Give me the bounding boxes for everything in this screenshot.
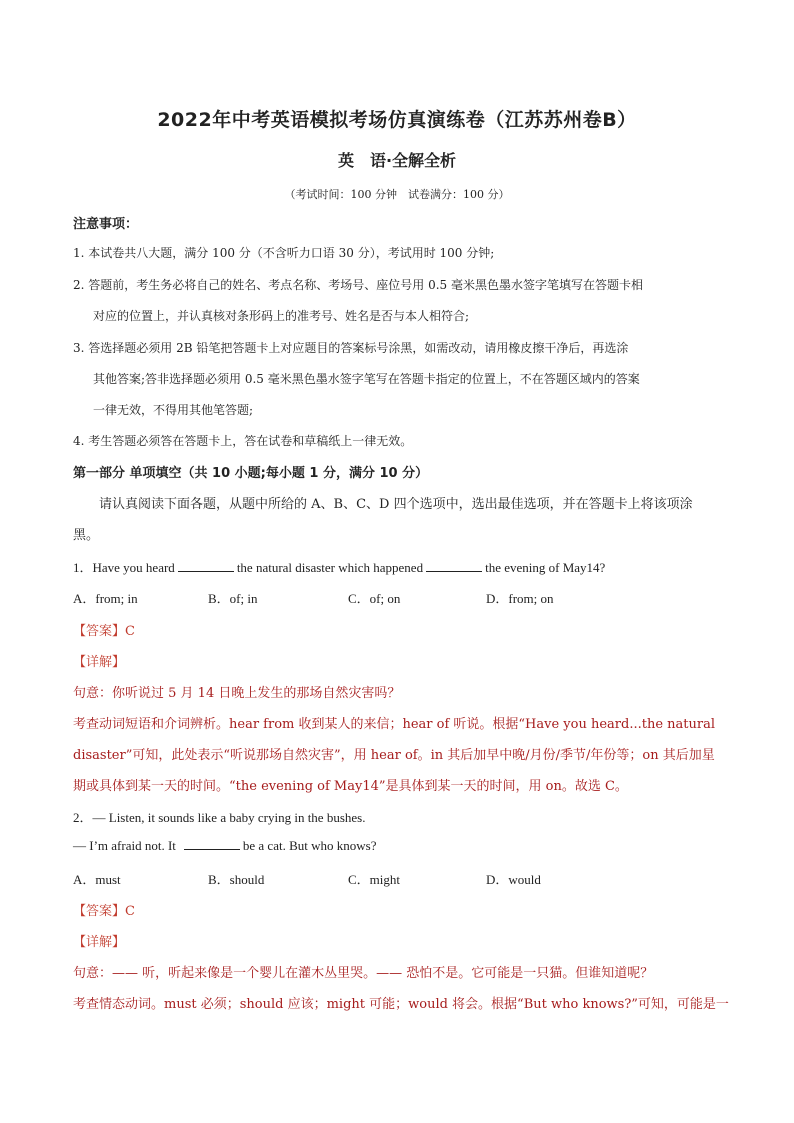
explanation-line: 期或具体到某一天的时间。“the evening of May14”是具体到某一天的时间，用 on。故选 C。 — [73, 779, 628, 794]
option-d: D．would — [486, 872, 541, 887]
question-2-stem: 2．— Listen, it sounds like a baby crying in the bushes. — [73, 810, 366, 825]
stem-part: the natural disaster which happened — [236, 560, 424, 575]
sentence-meaning: 句意：—— 听，听起来像是一个婴儿在灌木丛里哭。—— 恐怕不是。它可能是一只猫。但谁知道呢？ — [73, 966, 654, 981]
section-instruction: 请认真阅读下面各题，从题中所给的 A、B、C、D 四个选项中，选出最佳选项，并在答题卡上将该项涂 — [99, 497, 693, 512]
option-b: B．of; in — [208, 591, 258, 606]
note-item: 4. 考生答题必须答在答题卡上，答在试卷和草稿纸上一律无效。 — [73, 434, 413, 448]
option-a: A．from; in — [73, 591, 138, 606]
question-1-stem — [73, 557, 605, 576]
option-c: C．of; on — [348, 591, 401, 606]
note-item: 其他答案;答非选择题必须用 0.5 毫米黑色墨水签字笔写在答题卡指定的位置上，不在答题区域内的答案 — [93, 372, 640, 386]
question-2-stem-line2 — [73, 838, 376, 854]
detail-label: 【详解】 — [73, 655, 126, 670]
stem-part: the evening of May14? — [485, 560, 606, 575]
answer-label: 【答案】C — [73, 904, 135, 919]
note-item: 2. 答题前，考生务必将自己的姓名、考点名称、考场号、座位号用 0.5 毫米黑色墨水签字笔填写在答题卡相 — [73, 278, 643, 292]
note-item: 一律无效，不得用其他笔答题; — [93, 403, 254, 417]
exam-info: （考试时间：100 分钟 试卷满分：100 分） — [284, 188, 510, 201]
section-heading: 第一部分 单项填空（共 10 小题;每小题 1 分，满分 10 分） — [73, 466, 429, 481]
page-title: 2022年中考英语模拟考场仿真演练卷（江苏苏州卷B） — [157, 109, 637, 131]
note-item: 1. 本试卷共八大题，满分 100 分（不含听力口语 30 分），考试用时 100 分钟; — [73, 246, 495, 260]
note-item: 3. 答选择题必须用 2B 铅笔把答题卡上对应题目的答案标号涂黑，如需改动，请用橡皮擦干净后，再选涂 — [73, 341, 629, 355]
option-c: C．might — [348, 872, 401, 887]
stem-part: be a cat. But who knows? — [242, 838, 377, 853]
notes-heading: 注意事项： — [73, 217, 139, 232]
answer-blank — [184, 848, 240, 850]
option-d: D．from; on — [486, 591, 554, 606]
detail-label: 【详解】 — [73, 935, 126, 950]
explanation-line: 考查动词短语和介词辨析。hear from 收到某人的来信；hear of 听说。根据“Have you heard...the natural — [73, 717, 716, 732]
page-subtitle: 英 语·全解全析 — [337, 151, 457, 170]
explanation-line: disaster”可知，此处表示“听说那场自然灾害”，用 hear of。in 其后加早中晚/月份/季节/年份等；on 其后加星 — [73, 748, 715, 763]
section-instruction: 黑。 — [73, 528, 100, 543]
stem-part: — I’m afraid not. It — [73, 838, 176, 853]
answer-blank — [426, 570, 482, 572]
option-a: A．must — [73, 872, 121, 887]
answer-blank — [178, 570, 234, 572]
note-item: 对应的位置上，并认真核对条形码上的准考号、姓名是否与本人相符合; — [93, 309, 470, 323]
sentence-meaning: 句意：你听说过 5 月 14 日晚上发生的那场自然灾害吗？ — [73, 686, 401, 701]
answer-label: 【答案】C — [73, 624, 135, 639]
explanation-line: 考查情态动词。must 必须；should 应该；might 可能；would 将会。根据“But who knows?”可知，可能是一 — [73, 997, 729, 1012]
option-b: B．should — [208, 872, 265, 887]
stem-part: 1．Have you heard — [73, 560, 175, 575]
